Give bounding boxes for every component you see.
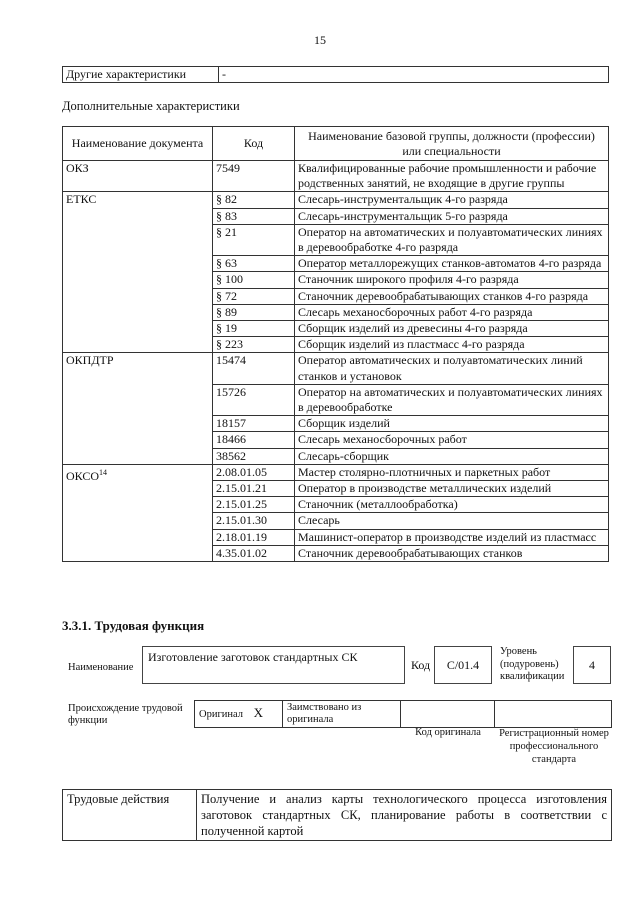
function-name-label: Наименование	[68, 662, 134, 673]
code-cell: § 83	[213, 208, 295, 224]
labor-actions-text: Получение и анализ карты технологического процесса изготовления заготовок стандартных СК, планирование работы в соответствии с полученной картой	[197, 790, 612, 841]
group-name-cell: Оператор автоматических и полуавтоматических линий станков и установок	[295, 353, 609, 384]
original-code-caption: Код оригинала	[415, 727, 481, 738]
borrowed-label: Заимствовано из оригинала	[283, 701, 401, 728]
code-cell: 2.18.01.19	[213, 529, 295, 545]
function-code-label: Код	[411, 658, 431, 672]
table-row	[63, 192, 609, 208]
header-code: Код	[213, 127, 295, 161]
code-cell: 18157	[213, 416, 295, 432]
header-group-name: Наименование базовой группы, должности (профессии) или специальности	[295, 127, 609, 161]
document-name: ОКПДТР	[66, 353, 114, 368]
function-origin-label: Происхождение трудовой функции	[68, 703, 183, 726]
code-cell: § 19	[213, 321, 295, 337]
table-row	[63, 353, 609, 384]
registration-number-cell	[495, 701, 612, 728]
labor-function-heading: 3.3.1. Трудовая функция	[62, 618, 205, 633]
code-cell: § 72	[213, 288, 295, 304]
document-name: ОКСО	[66, 468, 100, 483]
original-code-cell	[401, 701, 495, 728]
additional-characteristics-body	[63, 127, 609, 562]
qualification-level-field	[573, 646, 611, 684]
code-cell: 18466	[213, 432, 295, 448]
code-cell: § 82	[213, 192, 295, 208]
code-cell: § 100	[213, 272, 295, 288]
group-name-cell: Мастер столярно-плотничных и паркетных работ	[295, 464, 609, 480]
document-name-cell	[63, 464, 213, 561]
additional-characteristics-title: Дополнительные характеристики	[62, 99, 240, 113]
code-cell: § 223	[213, 337, 295, 353]
group-name-cell: Слесарь-инструментальщик 5-го разряда	[295, 208, 609, 224]
document-name-cell	[63, 161, 213, 192]
registration-number-caption: Регистрационный номер профессионального стандарта	[499, 728, 609, 765]
code-cell: 2.15.01.30	[213, 513, 295, 529]
group-name-cell: Слесарь механосборочных работ 4-го разряда	[295, 304, 609, 320]
document-name: ЕТКС	[66, 192, 97, 207]
function-name-field	[142, 646, 405, 684]
code-cell: 2.08.01.05	[213, 464, 295, 480]
group-name-cell: Сборщик изделий из пластмасс 4-го разряда	[295, 337, 609, 353]
code-cell: 15726	[213, 384, 295, 415]
code-cell: § 21	[213, 224, 295, 255]
code-cell: 4.35.01.02	[213, 545, 295, 561]
function-code-field	[434, 646, 492, 684]
group-name-cell: Станочник деревообрабатывающих станков	[295, 545, 609, 561]
group-name-cell: Станочник широкого профиля 4-го разряда	[295, 272, 609, 288]
group-name-cell: Сборщик изделий из древесины 4-го разряда	[295, 321, 609, 337]
group-name-cell: Станочник (металлообработка)	[295, 497, 609, 513]
table-row	[63, 161, 609, 192]
other-characteristics-label: Другие характеристики	[63, 67, 219, 83]
group-name-cell: Оператор на автоматических и полуавтоматических линиях в деревообработке	[295, 384, 609, 415]
group-name-cell: Сборщик изделий	[295, 416, 609, 432]
code-cell: § 63	[213, 256, 295, 272]
function-origin-table	[194, 700, 612, 728]
code-cell: 7549	[213, 161, 295, 192]
other-characteristics-table	[62, 66, 609, 83]
page-number: 15	[314, 33, 326, 47]
group-name-cell: Квалифицированные рабочие промышленности и рабочие родственных занятий, не входящие в другие группы	[295, 161, 609, 192]
qualification-level-label: Уровень (подуровень) квалификации	[500, 646, 565, 682]
code-cell: § 89	[213, 304, 295, 320]
labor-actions-label: Трудовые действия	[63, 790, 197, 841]
additional-characteristics-table	[62, 126, 609, 562]
origin-original-cell	[195, 701, 283, 728]
footnote-marker: 14	[99, 467, 108, 477]
group-name-cell: Слесарь	[295, 513, 609, 529]
group-name-cell: Слесарь механосборочных работ	[295, 432, 609, 448]
code-cell: 2.15.01.25	[213, 497, 295, 513]
other-characteristics-value: -	[219, 67, 609, 83]
function-code-value: С/01.4	[446, 658, 480, 672]
header-document-name: Наименование документа	[63, 127, 213, 161]
code-cell: 2.15.01.21	[213, 481, 295, 497]
group-name-cell: Оператор в производстве металлических изделий	[295, 481, 609, 497]
group-name-cell: Станочник деревообрабатывающих станков 4-го разряда	[295, 288, 609, 304]
document-name-cell	[63, 353, 213, 464]
group-name-cell: Слесарь-сборщик	[295, 448, 609, 464]
group-name-cell: Оператор металлорежущих станков-автоматов 4-го разряда	[295, 256, 609, 272]
code-cell: 38562	[213, 448, 295, 464]
original-label: Оригинал	[199, 709, 243, 720]
qualification-level-value: 4	[589, 658, 595, 672]
group-name-cell: Машинист-оператор в производстве изделий из пластмасс	[295, 529, 609, 545]
labor-actions-table	[62, 789, 612, 841]
group-name-cell: Слесарь-инструментальщик 4-го разряда	[295, 192, 609, 208]
table-row	[63, 464, 609, 480]
original-mark: X	[253, 705, 264, 720]
function-name-value: Изготовление заготовок стандартных СК	[148, 650, 358, 664]
document-name: ОКЗ	[66, 161, 89, 175]
document-name-cell	[63, 192, 213, 353]
code-cell: 15474	[213, 353, 295, 384]
table-header-row	[63, 127, 609, 161]
group-name-cell: Оператор на автоматических и полуавтоматических линиях в деревообработке 4-го разряда	[295, 224, 609, 255]
